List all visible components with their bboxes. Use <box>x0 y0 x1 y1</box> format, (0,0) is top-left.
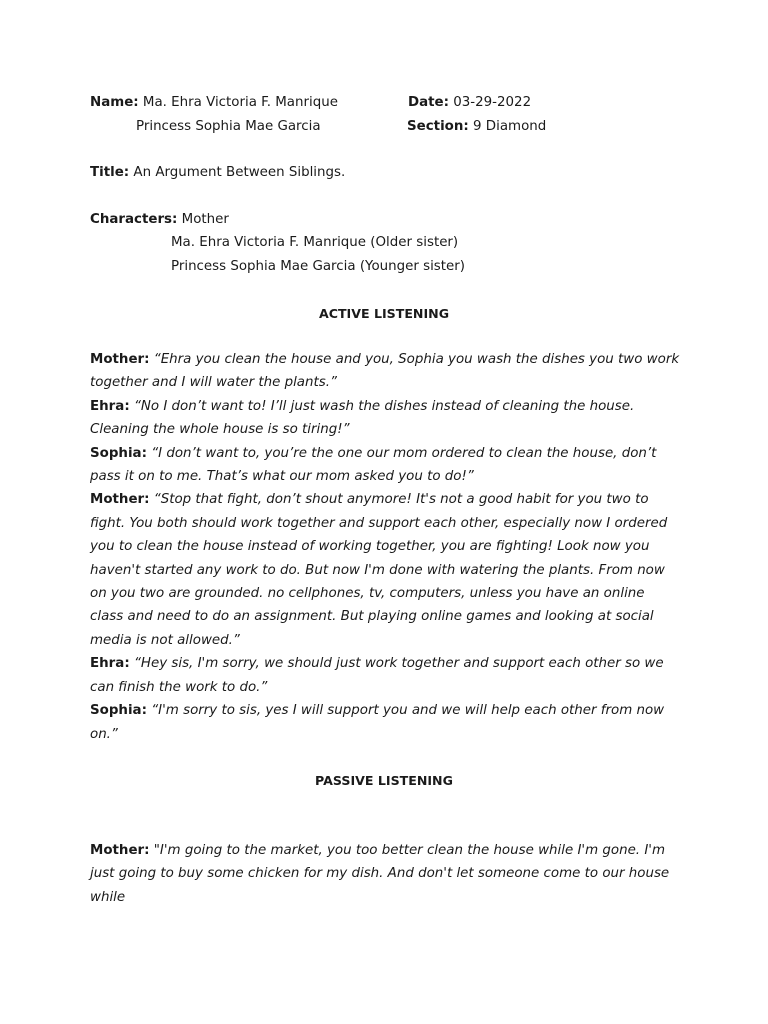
speaker-name: Mother: <box>90 492 150 508</box>
speaker-name: Sophia: <box>90 445 147 461</box>
section-value: 9 Diamond <box>473 119 547 134</box>
dialogue-text: “No I don’t want to! I’ll just wash the dishes instead of cleaning the house. Cleaning the whole house is so tiring!” <box>90 398 635 438</box>
section-row <box>407 119 546 134</box>
dialogue-text: “Ehra you clean the house and you, Sophia you wash the dishes you two work together and I will water the plants.” <box>90 352 680 391</box>
speaker-name: Mother: <box>90 843 150 858</box>
title-label: Title: <box>90 165 130 180</box>
speaker-name: Ehra: <box>90 656 130 672</box>
passive-listening-dialogue <box>90 839 680 909</box>
student-name-2: Princess Sophia Mae Garcia <box>136 119 321 134</box>
dialogue-line <box>90 488 680 652</box>
dialogue-line <box>90 652 680 699</box>
date-label: Date: <box>408 95 449 110</box>
dialogue-text: “I don’t want to, you’re the one our mom ordered to clean the house, don’t pass it on to me. That’s what our mom asked you to do!” <box>90 445 657 485</box>
character-older-sister: Ma. Ehra Victoria F. Manrique (Older sister) <box>171 235 459 250</box>
section-label: Section: <box>407 119 469 134</box>
dialogue-text: “Hey sis, I'm sorry, we should just work together and support each other so we can finish the work to do.” <box>90 656 664 695</box>
characters-label: Characters: <box>90 212 178 227</box>
date-row <box>408 95 531 110</box>
dialogue-line <box>90 442 680 489</box>
active-listening-dialogue <box>90 348 680 746</box>
active-listening-heading: ACTIVE LISTENING <box>318 306 450 321</box>
speaker-name: Mother: <box>90 352 150 367</box>
title-value: An Argument Between Siblings. <box>133 165 346 180</box>
dialogue-line <box>90 699 680 746</box>
date-value: 03-29-2022 <box>453 95 532 110</box>
dialogue-text: "I'm going to the market, you too better clean the house while I'm gone. I'm just going to buy some chicken for my dish. And don't let someone come to our house while <box>90 843 670 905</box>
characters-row <box>90 212 229 227</box>
passive-listening-heading: PASSIVE LISTENING <box>315 773 453 788</box>
dialogue-text: “Stop that fight, don’t shout anymore! It's not a good habit for you two to fight. You both should work together and support each other, especially now I ordered you to clean the house instead of working together, you are fighting! Look now you haven't started any work to do. But now I'm done with watering the plants. From now on you two are grounded. no cellphones, tv, computers, unless you have an online class and need to do an assignment. But playing online games and looking at social media is not allowed.” <box>90 492 668 648</box>
title-row <box>90 165 345 180</box>
name-row <box>90 95 338 110</box>
character-younger-sister: Princess Sophia Mae Garcia (Younger sister) <box>171 259 465 274</box>
dialogue-line <box>90 348 680 395</box>
student-name-1: Ma. Ehra Victoria F. Manrique <box>142 95 338 110</box>
dialogue-line <box>90 839 680 909</box>
dialogue-line <box>90 395 680 442</box>
character-mother: Mother <box>181 212 229 227</box>
name-label: Name: <box>90 95 139 110</box>
speaker-name: Sophia: <box>90 703 147 719</box>
speaker-name: Ehra: <box>90 398 130 414</box>
dialogue-text: “I'm sorry to sis, yes I will support you and we will help each other from now on.” <box>90 703 665 742</box>
